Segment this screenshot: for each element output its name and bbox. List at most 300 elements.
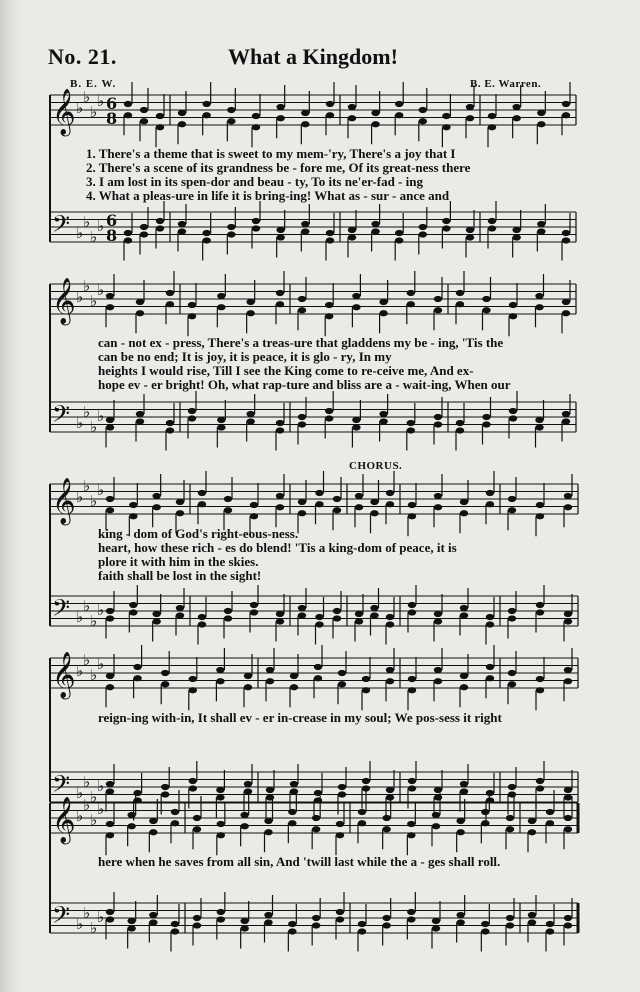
note-head (407, 821, 415, 827)
note-head (202, 237, 210, 243)
flat-sign-icon: ♭ (76, 488, 84, 506)
note-head (333, 507, 341, 513)
note-head (216, 787, 224, 793)
note-head (224, 507, 232, 513)
note-head (298, 612, 306, 618)
note-head (336, 916, 344, 922)
note-head (106, 909, 114, 915)
note-head (266, 667, 274, 673)
flat-sign-icon: ♭ (90, 919, 98, 937)
note-head (434, 504, 442, 510)
note-head (127, 918, 135, 924)
note-head (193, 922, 201, 928)
flat-sign-icon: ♭ (90, 103, 98, 121)
note-head (217, 832, 225, 838)
note-head (149, 829, 157, 835)
note-head (276, 234, 284, 240)
flat-sign-icon: ♭ (83, 904, 91, 922)
note-head (562, 230, 570, 236)
time-signature-bottom: 8 (106, 226, 118, 245)
note-head (482, 414, 490, 420)
note-head (407, 427, 415, 433)
note-head (564, 618, 572, 624)
note-head (244, 788, 252, 794)
note-head (133, 664, 141, 670)
note-head (348, 115, 356, 121)
note-head (536, 778, 544, 784)
note-head (336, 909, 344, 915)
note-head (188, 313, 196, 319)
note-head (202, 230, 210, 236)
note-head (434, 493, 442, 499)
verse-3-line-2: heights I would rise, Till I see the King come to re-ceive me, And ex- (98, 363, 474, 378)
note-head (250, 602, 258, 608)
note-head (217, 909, 225, 915)
note-head (326, 112, 334, 118)
flat-sign-icon: ♭ (83, 277, 91, 295)
note-head (386, 614, 394, 620)
note-head (486, 501, 494, 507)
note-head (419, 224, 427, 230)
note-head (244, 673, 252, 679)
note-head (466, 115, 474, 121)
note-head (202, 112, 210, 118)
note-head (382, 815, 390, 821)
note-head (434, 307, 442, 313)
bass-clef-icon: 𝄢 (52, 594, 71, 627)
note-head (124, 101, 132, 107)
flat-sign-icon: ♭ (83, 403, 91, 421)
note-head (189, 687, 197, 693)
note-head (246, 299, 254, 305)
note-head (348, 104, 356, 110)
note-head (456, 818, 464, 824)
note-head (106, 608, 114, 614)
note-head (106, 916, 114, 922)
note-head (264, 829, 272, 835)
note-head (276, 115, 284, 121)
note-head (176, 612, 184, 618)
note-head (460, 781, 468, 787)
note-head (537, 110, 545, 116)
note-head (536, 609, 544, 615)
note-head (352, 417, 360, 423)
note-head (434, 414, 442, 420)
note-head (216, 794, 224, 800)
note-head (171, 820, 179, 826)
note-head (386, 501, 394, 507)
treble-clef-icon: 𝄞 (52, 478, 76, 524)
note-head (136, 418, 144, 424)
note-head (276, 427, 284, 433)
note-head (528, 829, 536, 835)
verse-4-line-1: 4. What a pleas-ure in life it is bring-ing! What as - sur - ance and (86, 188, 450, 203)
note-head (193, 815, 201, 821)
flat-sign-icon: ♭ (76, 807, 84, 825)
note-head (355, 493, 363, 499)
note-head (193, 915, 201, 921)
note-head (434, 794, 442, 800)
note-head (434, 667, 442, 673)
note-head (395, 112, 403, 118)
note-head (508, 670, 516, 676)
note-head (370, 510, 378, 516)
note-head (152, 504, 160, 510)
note-head (432, 918, 440, 924)
note-head (506, 915, 514, 921)
note-head (482, 421, 490, 427)
bass-clef-icon: 𝄢 (52, 901, 71, 934)
flat-sign-icon: ♭ (97, 655, 105, 673)
note-head (386, 490, 394, 496)
note-head (312, 826, 320, 832)
note-head (106, 304, 114, 310)
note-head (216, 678, 224, 684)
flat-sign-icon: ♭ (83, 88, 91, 106)
note-head (298, 307, 306, 313)
verse-4-line-2: hope ev - er bright! Oh, what rap-ture and bliss are a - wait-ing, When our (98, 377, 511, 392)
note-head (250, 609, 258, 615)
flat-sign-icon: ♭ (83, 213, 91, 231)
note-head (434, 618, 442, 624)
note-head (370, 612, 378, 618)
note-head (481, 820, 489, 826)
note-head (312, 815, 320, 821)
note-head (276, 618, 284, 624)
flat-sign-icon: ♭ (97, 908, 105, 926)
note-head (224, 608, 232, 614)
note-head (486, 621, 494, 627)
note-head (488, 225, 496, 231)
note-head (460, 612, 468, 618)
note-head (358, 928, 366, 934)
note-head (509, 408, 517, 414)
note-head (432, 925, 440, 931)
note-head (564, 678, 572, 684)
note-head (106, 424, 114, 430)
note-head (506, 922, 514, 928)
note-head (227, 231, 235, 237)
note-head (456, 919, 464, 925)
note-head (456, 912, 464, 918)
note-head (176, 510, 184, 516)
flat-sign-icon: ♭ (76, 99, 84, 117)
note-head (244, 781, 252, 787)
note-head (124, 230, 132, 236)
note-head (176, 499, 184, 505)
note-head (217, 916, 225, 922)
note-head (564, 915, 572, 921)
note-head (178, 221, 186, 227)
hymn-number: No. 21. (48, 44, 117, 69)
note-head (288, 928, 296, 934)
flat-sign-icon: ♭ (76, 784, 84, 802)
flat-sign-icon: ♭ (83, 651, 91, 669)
note-head (298, 414, 306, 420)
note-head (371, 228, 379, 234)
note-head (298, 605, 306, 611)
note-head (466, 234, 474, 240)
note-head (264, 912, 272, 918)
note-head (456, 420, 464, 426)
note-head (338, 670, 346, 676)
note-head (161, 681, 169, 687)
note-head (166, 290, 174, 296)
note-head (536, 676, 544, 682)
note-head (140, 231, 148, 237)
note-head (466, 104, 474, 110)
note-head (395, 230, 403, 236)
note-head (407, 420, 415, 426)
note-head (338, 791, 346, 797)
note-head (460, 510, 468, 516)
note-head (140, 107, 148, 113)
note-head (382, 922, 390, 928)
note-head (298, 296, 306, 302)
note-head (312, 922, 320, 928)
note-head (512, 234, 520, 240)
note-head (124, 237, 132, 243)
note-head (386, 667, 394, 673)
note-head (488, 124, 496, 130)
note-head (326, 230, 334, 236)
note-head (564, 667, 572, 673)
flat-sign-icon: ♭ (97, 800, 105, 818)
treble-clef-icon: 𝄞 (52, 652, 76, 698)
note-head (481, 809, 489, 815)
note-head (106, 507, 114, 513)
note-head (298, 421, 306, 427)
note-head (217, 293, 225, 299)
note-head (482, 296, 490, 302)
flat-sign-icon: ♭ (76, 915, 84, 933)
note-head (227, 107, 235, 113)
note-head (216, 667, 224, 673)
note-head (315, 501, 323, 507)
flat-sign-icon: ♭ (83, 597, 91, 615)
note-head (379, 418, 387, 424)
verse-2-line-1: 2. There's a scene of its grandness be - fore me, Of its great-ness there (86, 160, 471, 175)
note-head (419, 231, 427, 237)
note-head (106, 417, 114, 423)
note-head (408, 609, 416, 615)
note-head (171, 921, 179, 927)
note-head (276, 504, 284, 510)
note-head (512, 227, 520, 233)
time-signature-top: 6 (106, 94, 118, 113)
note-head (362, 778, 370, 784)
note-head (149, 818, 157, 824)
note-head (171, 928, 179, 934)
note-head (508, 507, 516, 513)
note-head (460, 499, 468, 505)
note-head (136, 411, 144, 417)
flat-sign-icon: ♭ (90, 492, 98, 510)
note-head (564, 493, 572, 499)
note-head (564, 611, 572, 617)
note-head (326, 101, 334, 107)
note-head (456, 301, 464, 307)
note-head (486, 664, 494, 670)
note-head (508, 615, 516, 621)
hymn-title: What a Kingdom! (228, 44, 398, 69)
note-head (188, 408, 196, 414)
verse-3-line-1: 3. I am lost in its spen-dor and beau - ty, To its ne'er-fad - ing (86, 174, 423, 189)
note-head (408, 602, 416, 608)
note-head (156, 218, 164, 224)
note-head (508, 681, 516, 687)
note-head (314, 790, 322, 796)
verse-1-line-1: 1. There's a theme that is sweet to my mem-'ry, There's a joy that I (86, 146, 456, 161)
note-head (419, 118, 427, 124)
note-head (140, 118, 148, 124)
note-head (355, 618, 363, 624)
note-head (460, 673, 468, 679)
note-head (386, 621, 394, 627)
note-head (129, 609, 137, 615)
note-head (266, 678, 274, 684)
note-head (408, 502, 416, 508)
note-head (486, 790, 494, 796)
note-head (460, 684, 468, 690)
note-head (314, 664, 322, 670)
note-head (133, 675, 141, 681)
note-head (276, 301, 284, 307)
note-head (325, 313, 333, 319)
note-head (419, 107, 427, 113)
note-head (288, 820, 296, 826)
note-head (290, 781, 298, 787)
note-head (133, 790, 141, 796)
bass-clef-icon: 𝄢 (52, 770, 71, 803)
note-head (244, 684, 252, 690)
note-head (156, 124, 164, 130)
note-head (535, 417, 543, 423)
note-head (370, 499, 378, 505)
note-head (198, 501, 206, 507)
note-head (371, 121, 379, 127)
note-head (129, 513, 137, 519)
note-head (276, 611, 284, 617)
note-head (178, 228, 186, 234)
note-head (276, 493, 284, 499)
note-head (379, 299, 387, 305)
note-head (352, 304, 360, 310)
note-head (333, 496, 341, 502)
note-head (106, 788, 114, 794)
note-head (193, 826, 201, 832)
note-head (315, 490, 323, 496)
time-signature-top: 6 (106, 211, 118, 230)
note-head (562, 411, 570, 417)
note-head (362, 676, 370, 682)
note-head (140, 224, 148, 230)
note-head (434, 421, 442, 427)
note-head (217, 424, 225, 430)
note-head (358, 809, 366, 815)
note-head (564, 815, 572, 821)
note-head (246, 411, 254, 417)
bass-clef-icon: 𝄢 (52, 400, 71, 433)
note-head (264, 818, 272, 824)
note-head (290, 673, 298, 679)
note-head (189, 785, 197, 791)
note-head (395, 101, 403, 107)
note-head (564, 922, 572, 928)
note-head (298, 510, 306, 516)
note-head (546, 809, 554, 815)
note-head (266, 787, 274, 793)
note-head (161, 784, 169, 790)
flat-sign-icon: ♭ (90, 418, 98, 436)
note-head (466, 227, 474, 233)
note-head (156, 225, 164, 231)
note-head (408, 513, 416, 519)
verse-4-line-3: faith shall be lost in the sight! (98, 568, 262, 583)
note-head (325, 415, 333, 421)
verse-1-line-2: can - not ex - press, There's a treas-ure that gladdens my be - ing, 'Tis the (98, 335, 504, 350)
flat-sign-icon: ♭ (83, 773, 91, 791)
note-head (189, 676, 197, 682)
note-head (276, 227, 284, 233)
note-head (301, 110, 309, 116)
note-head (178, 121, 186, 127)
note-head (246, 310, 254, 316)
note-head (352, 293, 360, 299)
note-head (407, 916, 415, 922)
note-head (298, 499, 306, 505)
chorus-line-2: here when he saves from all sin, And 'twill last while the a - ges shall roll. (98, 854, 501, 869)
chorus-line-1: reign-ing with-in, It shall ev - er in-crease in my soul; We pos-sess it right (98, 710, 502, 725)
note-head (338, 681, 346, 687)
note-head (326, 237, 334, 243)
note-head (512, 115, 520, 121)
music-composer: B. E. Warren. (470, 78, 542, 90)
note-head (442, 218, 450, 224)
note-head (156, 113, 164, 119)
verse-3-line-3: plore it with him in the skies. (98, 554, 259, 569)
flat-sign-icon: ♭ (83, 477, 91, 495)
note-head (166, 301, 174, 307)
flat-sign-icon: ♭ (83, 796, 91, 814)
note-head (252, 113, 260, 119)
note-head (434, 296, 442, 302)
note-head (456, 290, 464, 296)
note-head (537, 221, 545, 227)
note-head (535, 424, 543, 430)
flat-sign-icon: ♭ (90, 612, 98, 630)
note-head (434, 678, 442, 684)
note-head (456, 829, 464, 835)
note-head (129, 602, 137, 608)
note-head (178, 110, 186, 116)
flat-sign-icon: ♭ (97, 777, 105, 795)
note-head (528, 912, 536, 918)
note-head (217, 304, 225, 310)
note-head (535, 304, 543, 310)
note-head (198, 614, 206, 620)
note-head (288, 921, 296, 927)
bass-clef-icon: 𝄢 (52, 210, 71, 243)
note-head (240, 918, 248, 924)
note-head (434, 787, 442, 793)
flat-sign-icon: ♭ (90, 228, 98, 246)
note-head (509, 313, 517, 319)
note-head (325, 408, 333, 414)
note-head (252, 124, 260, 130)
note-head (528, 818, 536, 824)
note-head (252, 225, 260, 231)
